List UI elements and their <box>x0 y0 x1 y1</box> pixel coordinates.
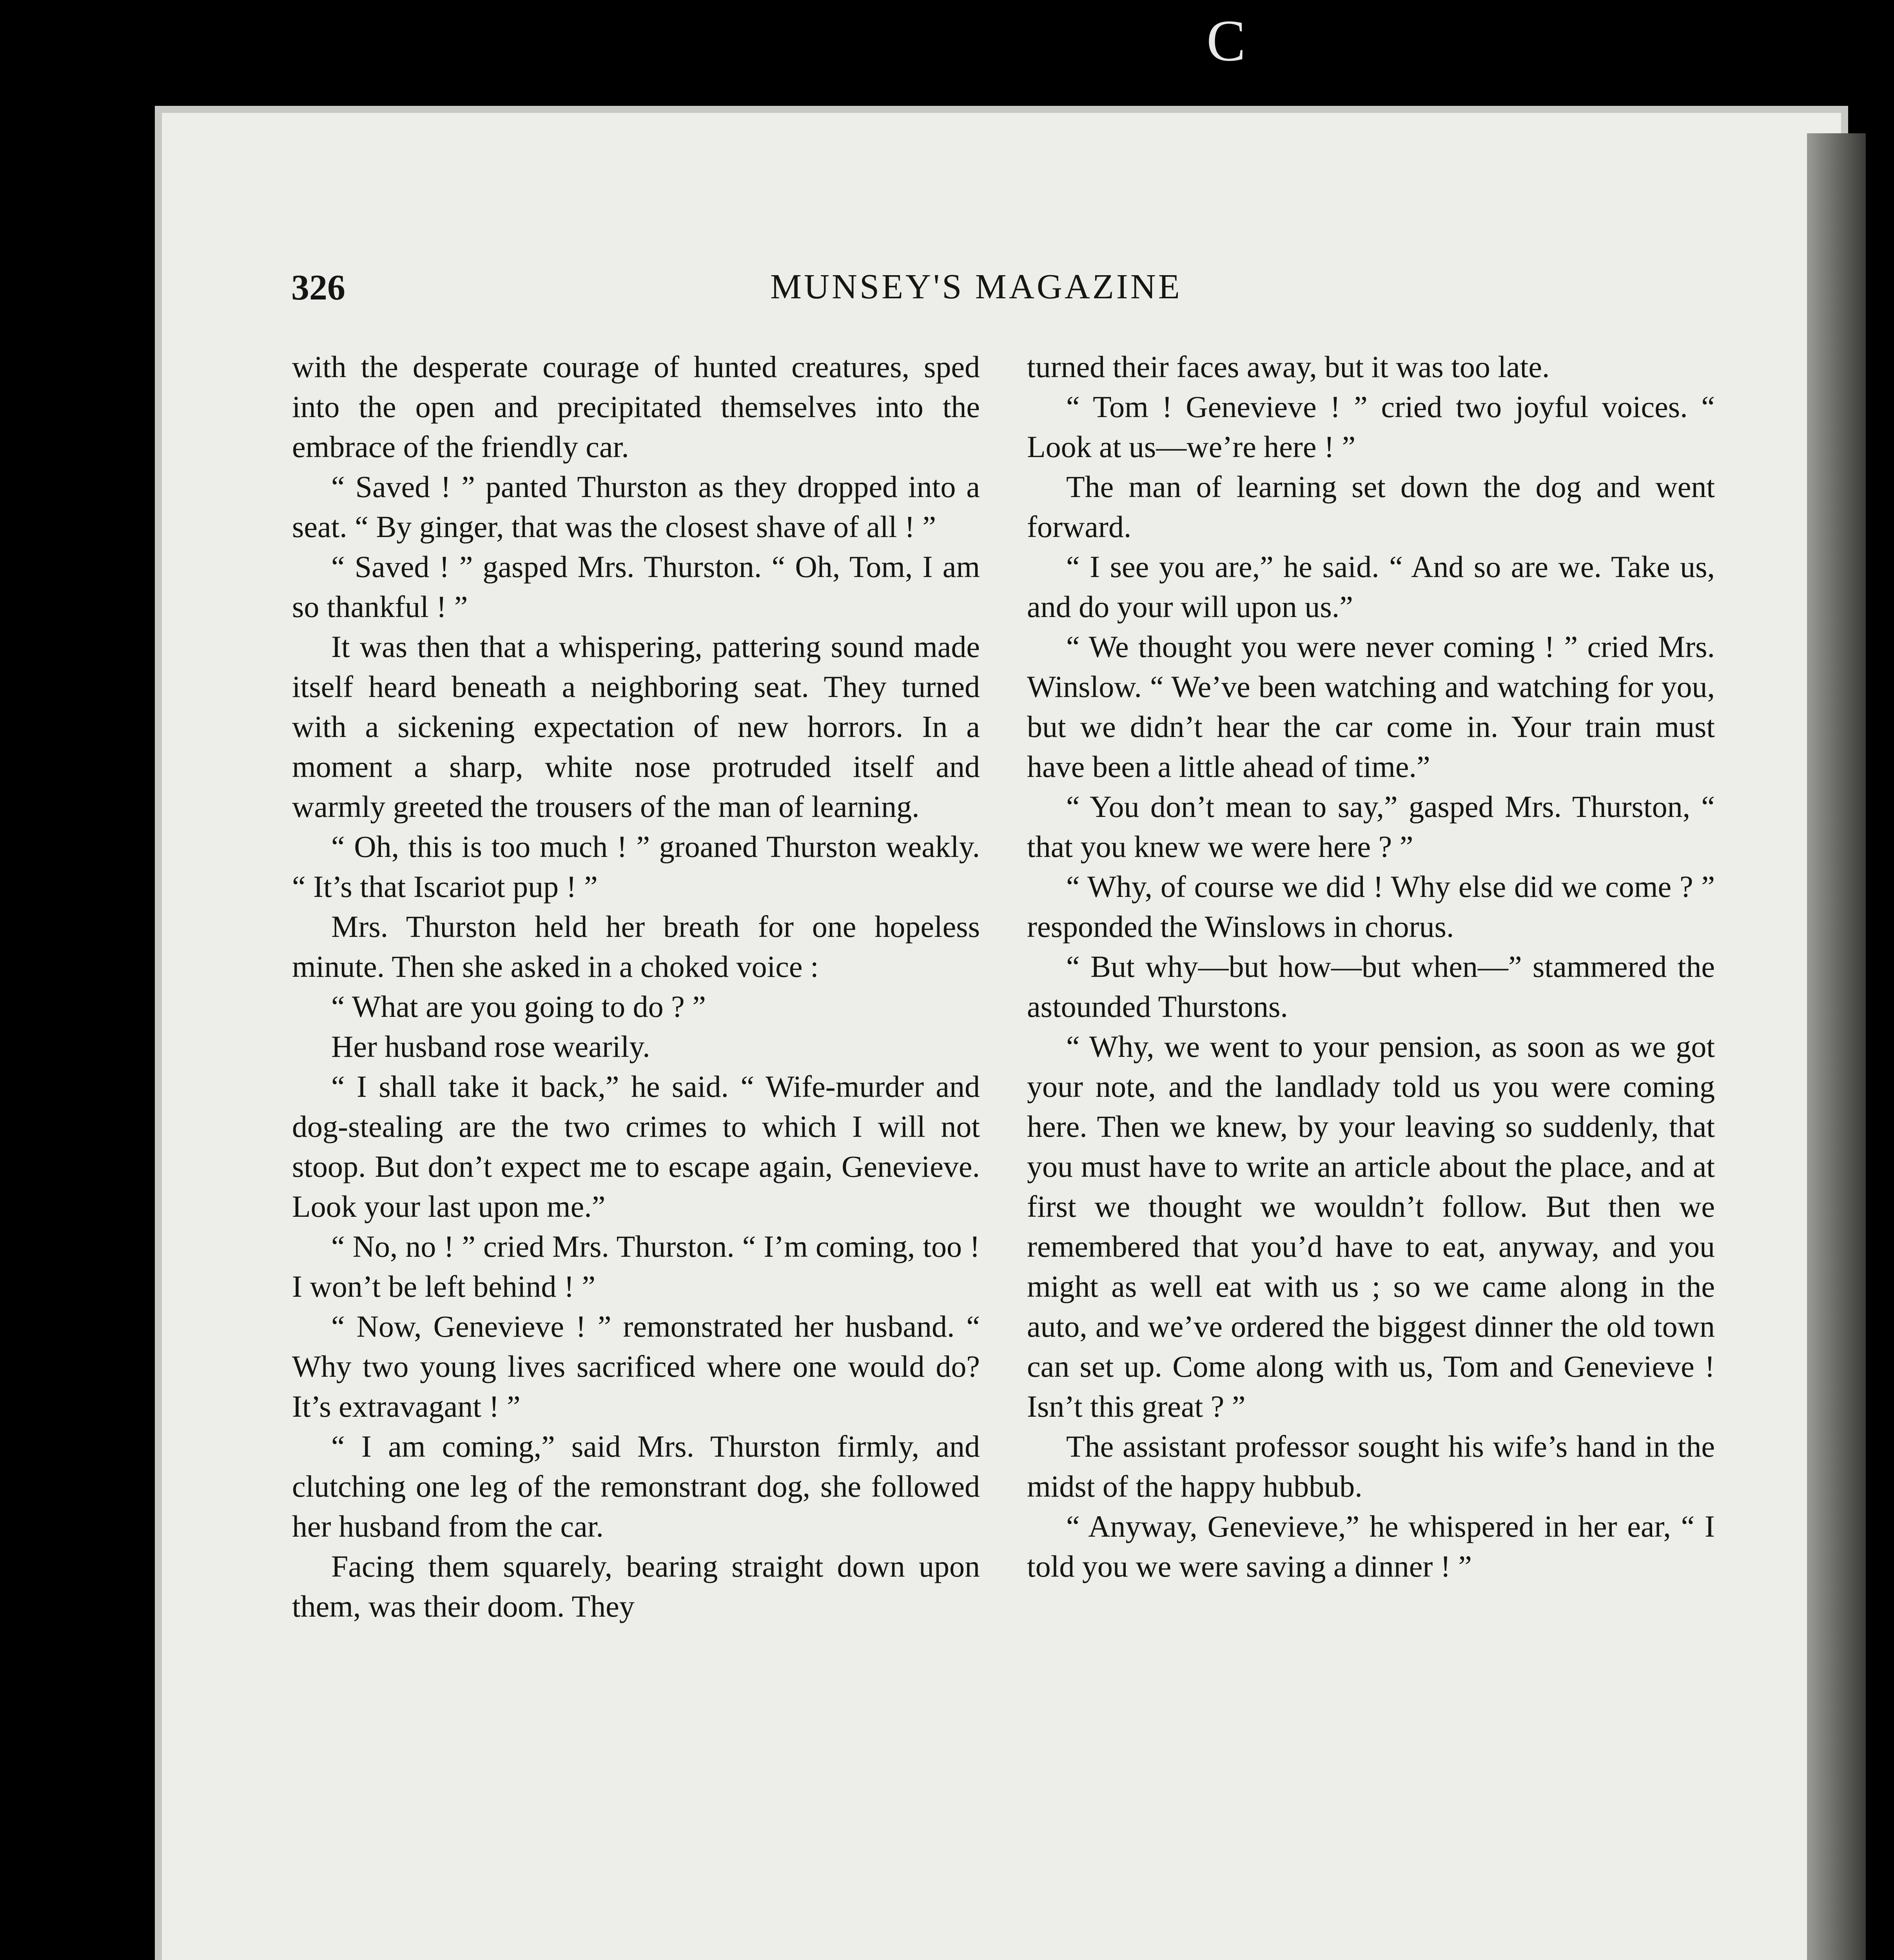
magazine-page <box>155 106 1848 1960</box>
right-column <box>1027 347 1715 1586</box>
running-head <box>155 267 1848 314</box>
page-number: 326 <box>291 267 345 307</box>
paragraph: “ I see you are,” he said. “ And so are we. Take us, and do your will upon us.” <box>1027 550 1715 624</box>
paragraph: “ Tom ! Genevieve ! ” cried two joyful voices. “ Look at us—we’re here ! ” <box>1027 390 1715 464</box>
scan-corner-mark: C <box>1206 8 1246 73</box>
paragraph: It was then that a whispering, pattering sound made itself heard beneath a neighboring seat. They turned with a sickening expectation of new horrors. In a moment a sharp, white nose protruded itself and warmly greeted the trousers of the man of learning. <box>292 630 980 824</box>
paragraph: “ I shall take it back,” he said. “ Wife-murder and dog-stealing are the two crimes to which I will not stoop. But don’t expect me to escape again, Genevieve. Look your last upon me.” <box>292 1069 980 1223</box>
magazine-title: MUNSEY'S MAGAZINE <box>770 267 1182 306</box>
paragraph: “ You don’t mean to say,” gasped Mrs. Thurston, “ that you knew we were here ? ” <box>1027 789 1715 864</box>
paragraph: “ Why, of course we did ! Why else did we come ? ” responded the Winslows in chorus. <box>1027 869 1715 944</box>
paragraph: “ Oh, this is too much ! ” groaned Thurston weakly. “ It’s that Iscariot pup ! ” <box>292 829 980 904</box>
paragraph: “ But why—but how—but when—” stammered the astounded Thurstons. <box>1027 949 1715 1024</box>
paragraph: “ Saved ! ” panted Thurston as they dropped into a seat. “ By ginger, that was the closest shave of all ! ” <box>292 470 980 544</box>
paragraph: The man of learning set down the dog and went forward. <box>1027 470 1715 544</box>
paragraph: “ I am coming,” said Mrs. Thurston firmly, and clutching one leg of the remonstrant dog, she followed her husband from the car. <box>292 1429 980 1543</box>
paragraph: “ We thought you were never coming ! ” cried Mrs. Winslow. “ We’ve been watching and watching for you, but we didn’t hear the car come in. Your train must have been a little ahead of time.” <box>1027 630 1715 784</box>
paragraph: Her husband rose wearily. <box>331 1029 650 1063</box>
paragraph: Facing them squarely, bearing straight down upon them, was their doom. They <box>292 1549 980 1623</box>
paragraph: “ Why, we went to your pension, as soon as we got your note, and the landlady told us you were coming here. Then we knew, by your leaving so suddenly, that you must have to write an article about the place, and at first we thought we wouldn’t follow. But then we remembered that you’d have to eat, anyway, and you might as well eat with us ; so we came along in the auto, and we’ve ordered the biggest dinner the old town can set up. Come along with us, Tom and Genevieve ! Isn’t this great ? ” <box>1027 1029 1715 1423</box>
paragraph: turned their faces away, but it was too late. <box>1027 350 1550 384</box>
paragraph: with the desperate courage of hunted creatures, sped into the open and precipitated themselves into the embrace of the friendly car. <box>292 350 980 464</box>
left-column <box>292 347 980 1626</box>
paragraph: Mrs. Thurston held her breath for one hopeless minute. Then she asked in a choked voice : <box>292 909 980 984</box>
paragraph: “ Anyway, Genevieve,” he whispered in her ear, “ I told you we were saving a dinner ! ” <box>1027 1509 1715 1583</box>
paragraph: “ Now, Genevieve ! ” remonstrated her husband. “ Why two young lives sacrificed where one would do? It’s extravagant ! ” <box>292 1309 980 1423</box>
paragraph: “ Saved ! ” gasped Mrs. Thurston. “ Oh, Tom, I am so thankful ! ” <box>292 550 980 624</box>
paragraph: “ No, no ! ” cried Mrs. Thurston. “ I’m coming, too ! I won’t be left behind ! ” <box>292 1229 980 1303</box>
paragraph: “ What are you going to do ? ” <box>331 989 706 1024</box>
paragraph: The assistant professor sought his wife’s hand in the midst of the happy hubbub. <box>1027 1429 1715 1503</box>
page-binding-shadow <box>1807 133 1866 1960</box>
